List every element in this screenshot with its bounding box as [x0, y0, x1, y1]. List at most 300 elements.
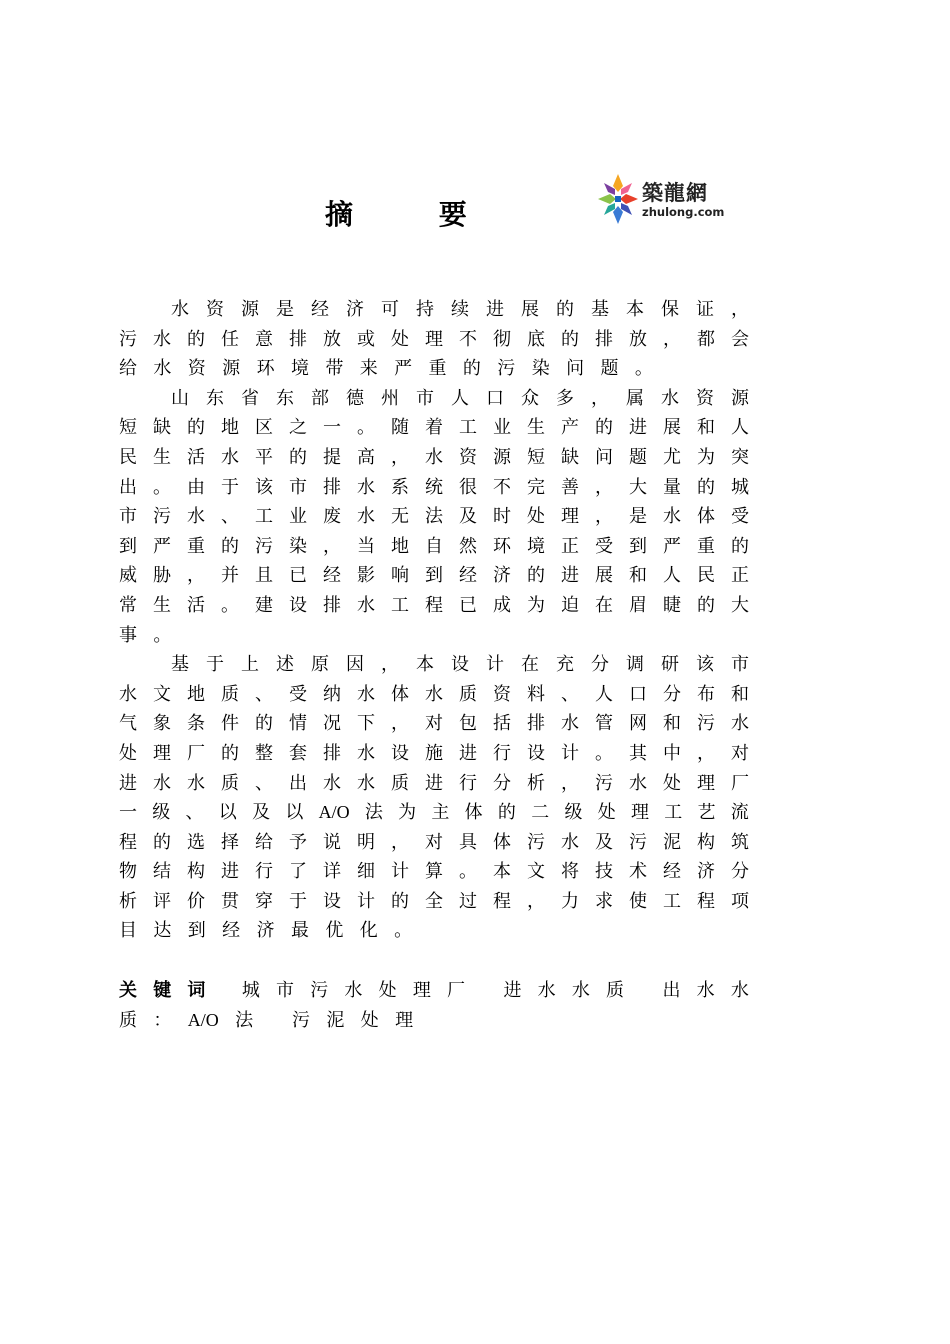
text-glyph: 重: [697, 535, 715, 557]
text-glyph: 州: [381, 387, 399, 409]
text-glyph: 及: [459, 506, 477, 528]
text-glyph: 理: [697, 772, 715, 794]
text-glyph: 境: [290, 358, 309, 380]
text-glyph: 优: [325, 920, 344, 942]
text-glyph: 受: [289, 683, 307, 705]
text-glyph: 排: [323, 742, 341, 764]
text-glyph: 基: [591, 299, 609, 320]
text-line: [119, 473, 749, 503]
text-glyph: 、: [561, 683, 579, 705]
text-glyph: 水: [357, 594, 375, 616]
text-glyph: 物: [119, 861, 137, 883]
text-glyph: 行: [255, 861, 273, 883]
text-line: [119, 887, 749, 917]
text-glyph: 水: [425, 683, 443, 705]
text-glyph: 经: [663, 861, 681, 883]
text-glyph: 构: [697, 831, 715, 853]
text-glyph: 析: [527, 772, 545, 794]
text-glyph: 省: [241, 387, 259, 409]
text-glyph: 工: [664, 802, 683, 824]
text-glyph: 处: [527, 506, 545, 528]
text-glyph: 多: [556, 387, 574, 409]
text-glyph: 污: [310, 980, 329, 1001]
text-glyph: 予: [289, 831, 307, 853]
text-glyph: 分: [493, 772, 511, 794]
text-glyph: 产: [561, 417, 579, 439]
text-glyph: A/O: [318, 802, 350, 823]
text-glyph: 人: [595, 683, 613, 705]
text-glyph: 重: [187, 535, 205, 557]
text-glyph: 质: [459, 683, 477, 705]
text-glyph: 区: [255, 417, 273, 439]
text-glyph: 部: [311, 387, 329, 409]
text-glyph: 细: [357, 861, 375, 883]
text-glyph: ，: [591, 387, 609, 409]
text-glyph: 的: [697, 476, 715, 498]
text-glyph: 的: [527, 565, 545, 587]
text-glyph: 威: [119, 565, 137, 587]
text-glyph: 况: [323, 713, 341, 735]
text-glyph: 是: [629, 506, 647, 528]
text-glyph: 市: [416, 387, 434, 409]
text-glyph: 水: [153, 772, 171, 794]
text-glyph: 然: [459, 535, 477, 557]
text-glyph: 件: [221, 713, 239, 735]
text-glyph: 包: [459, 713, 477, 735]
text-glyph: 分: [663, 683, 681, 705]
text-glyph: 污: [153, 506, 171, 528]
text-glyph: 厂: [187, 742, 205, 764]
text-glyph: 东: [276, 387, 294, 409]
text-glyph: 工: [391, 594, 409, 616]
text-glyph: 统: [425, 476, 443, 498]
text-glyph: 济: [493, 565, 511, 587]
keywords-section: [119, 976, 749, 1035]
text-glyph: 于: [289, 890, 307, 912]
text-glyph: ，: [187, 565, 205, 587]
text-glyph: 贯: [221, 890, 239, 912]
text-line: [119, 384, 749, 414]
text-glyph: 水: [425, 446, 443, 468]
text-glyph: 基: [171, 654, 189, 676]
text-glyph: 的: [391, 890, 409, 912]
keyword-gap: [222, 976, 226, 1006]
text-glyph: 择: [221, 831, 239, 853]
text-glyph: 求: [595, 890, 613, 912]
text-glyph: 因: [346, 654, 364, 676]
text-glyph: 污: [629, 831, 647, 853]
text-line: [119, 650, 749, 680]
text-glyph: 处: [119, 742, 137, 764]
text-glyph: 流: [730, 802, 749, 824]
text-glyph: 济: [346, 299, 364, 320]
text-glyph: 提: [323, 446, 341, 468]
text-glyph: 原: [311, 654, 329, 676]
text-glyph: 处: [391, 328, 409, 350]
text-glyph: 业: [493, 417, 511, 439]
text-glyph: 的: [187, 417, 205, 439]
text-glyph: 目: [119, 920, 137, 942]
text-glyph: 该: [696, 654, 714, 676]
text-glyph: 级: [152, 802, 171, 824]
text-glyph: 可: [381, 299, 399, 320]
text-glyph: 到: [187, 920, 206, 942]
text-glyph: 人: [731, 417, 749, 439]
text-glyph: 口: [486, 387, 504, 409]
text-glyph: 法: [364, 802, 383, 824]
text-glyph: ，: [391, 831, 409, 853]
text-glyph: 的: [255, 713, 273, 735]
text-glyph: 或: [357, 328, 375, 350]
text-glyph: 进: [221, 861, 239, 883]
text-glyph: 行: [459, 772, 477, 794]
text-glyph: 很: [459, 476, 477, 498]
text-glyph: ，: [323, 535, 341, 557]
text-glyph: 到: [629, 535, 647, 557]
text-glyph: 及: [252, 802, 271, 824]
text-glyph: 展: [595, 565, 613, 587]
text-glyph: 法: [425, 506, 443, 528]
text-glyph: 程: [697, 890, 715, 912]
text-glyph: 进: [486, 299, 504, 320]
text-glyph: 对: [731, 742, 749, 764]
text-glyph: 文: [527, 861, 545, 883]
text-glyph: 地: [221, 417, 239, 439]
text-glyph: 水: [629, 772, 647, 794]
text-glyph: 排: [595, 328, 613, 350]
text-glyph: 环: [493, 535, 511, 557]
text-glyph: 民: [119, 446, 137, 468]
text-glyph: 污: [119, 328, 137, 350]
text-glyph: 计: [357, 890, 375, 912]
text-glyph: 经: [459, 565, 477, 587]
keyword-label-char: 词: [187, 980, 206, 1001]
text-glyph: 的: [153, 831, 171, 853]
text-glyph: ，: [391, 713, 409, 735]
text-glyph: 为: [398, 802, 417, 824]
text-glyph: 人: [663, 565, 681, 587]
text-glyph: 分: [731, 861, 749, 883]
text-glyph: ，: [663, 328, 681, 350]
text-glyph: 排: [527, 713, 545, 735]
text-glyph: 由: [187, 476, 205, 498]
text-glyph: ：: [153, 1009, 172, 1031]
text-glyph: 质: [119, 1009, 137, 1031]
text-glyph: 时: [493, 506, 511, 528]
text-glyph: 了: [289, 861, 307, 883]
text-glyph: 生: [153, 446, 171, 468]
text-glyph: 详: [323, 861, 341, 883]
text-glyph: 不: [459, 328, 477, 350]
text-glyph: 达: [153, 920, 172, 942]
text-glyph: 德: [346, 387, 364, 409]
text-glyph: 水: [357, 506, 375, 528]
text-glyph: 本: [626, 299, 644, 320]
text-glyph: 污: [255, 535, 273, 557]
text-glyph: 水: [661, 387, 679, 409]
text-glyph: 济: [256, 920, 275, 942]
text-glyph: 是: [276, 299, 294, 320]
text-glyph: 随: [391, 417, 409, 439]
text-glyph: 平: [255, 446, 273, 468]
text-line: [119, 769, 749, 799]
text-glyph: 全: [425, 890, 443, 912]
keywords-line-2: [119, 1006, 749, 1036]
text-glyph: 正: [731, 565, 749, 587]
text-glyph: 活: [187, 594, 205, 616]
text-glyph: ，: [731, 299, 749, 320]
text-glyph: 的: [731, 535, 749, 557]
text-glyph: 常: [119, 594, 137, 616]
text-line: [119, 295, 749, 325]
text-glyph: 本: [416, 654, 434, 676]
keywords-line-1: [119, 976, 749, 1006]
text-glyph: 已: [289, 565, 307, 587]
text-glyph: 受: [595, 535, 613, 557]
text-glyph: 经: [222, 920, 241, 942]
text-glyph: 程: [425, 594, 443, 616]
text-glyph: 经: [323, 565, 341, 587]
text-glyph: 穿: [255, 890, 273, 912]
text-glyph: 水: [221, 446, 239, 468]
text-glyph: 事: [119, 624, 137, 646]
text-glyph: 以: [218, 802, 237, 824]
text-glyph: 且: [255, 565, 273, 587]
text-glyph: 该: [255, 476, 273, 498]
text-glyph: 技: [595, 861, 613, 883]
text-glyph: 的: [697, 594, 715, 616]
text-glyph: 。: [153, 624, 172, 646]
text-glyph: 市: [731, 654, 749, 676]
text-glyph: 的: [595, 417, 613, 439]
text-glyph: 短: [527, 446, 545, 468]
text-glyph: 下: [357, 713, 375, 735]
text-glyph: 突: [731, 446, 749, 468]
text-glyph: 和: [697, 417, 715, 439]
text-glyph: 当: [357, 535, 375, 557]
text-glyph: 具: [459, 831, 477, 853]
text-glyph: 调: [626, 654, 644, 676]
text-glyph: 将: [561, 861, 579, 883]
text-glyph: 意: [255, 328, 273, 350]
text-glyph: 排: [323, 594, 341, 616]
text-glyph: 尤: [663, 446, 681, 468]
text-glyph: 气: [119, 713, 137, 735]
text-glyph: 睫: [663, 594, 681, 616]
text-glyph: 术: [629, 861, 647, 883]
text-glyph: 设: [451, 654, 469, 676]
text-glyph: 和: [731, 683, 749, 705]
text-glyph: 。: [595, 742, 613, 764]
page-title: 摘 要: [325, 198, 505, 231]
text-glyph: 问: [595, 446, 613, 468]
text-glyph: 设: [289, 594, 307, 616]
text-glyph: 到: [119, 535, 137, 557]
text-glyph: 响: [391, 565, 409, 587]
text-glyph: 来: [359, 358, 378, 380]
text-glyph: 价: [187, 890, 205, 912]
text-glyph: 活: [187, 446, 205, 468]
text-glyph: 处: [663, 772, 681, 794]
text-glyph: 进: [561, 565, 579, 587]
text-line: [119, 916, 749, 946]
word-gap: [481, 976, 487, 1006]
text-glyph: 持: [416, 299, 434, 320]
text-glyph: 资: [187, 358, 206, 380]
text-glyph: 染: [531, 358, 550, 380]
text-line: [119, 591, 749, 621]
text-glyph: 排: [289, 328, 307, 350]
keyword-label-char: 键: [153, 980, 172, 1001]
text-glyph: 网: [629, 713, 647, 735]
text-glyph: ，: [527, 890, 545, 912]
text-glyph: 进: [119, 772, 137, 794]
text-glyph: 展: [521, 299, 539, 320]
text-glyph: 严: [153, 535, 171, 557]
text-glyph: 无: [391, 506, 409, 528]
text-glyph: 大: [629, 476, 647, 498]
text-glyph: 对: [425, 831, 443, 853]
text-glyph: 括: [493, 713, 511, 735]
text-glyph: 说: [323, 831, 341, 853]
zhulong-logo-mark-icon: [596, 172, 640, 226]
text-glyph: 水: [171, 299, 189, 320]
text-glyph: 理: [412, 980, 431, 1001]
text-glyph: 水: [730, 980, 749, 1001]
text-glyph: 充: [556, 654, 574, 676]
text-line: [119, 828, 749, 858]
text-glyph: 排: [323, 476, 341, 498]
text-glyph: 水: [561, 713, 579, 735]
text-glyph: 计: [486, 654, 504, 676]
text-glyph: 正: [561, 535, 579, 557]
text-glyph: 料: [527, 683, 545, 705]
text-glyph: 胁: [153, 565, 171, 587]
word-gap: [640, 976, 646, 1006]
text-glyph: 污: [497, 358, 516, 380]
text-glyph: 。: [153, 476, 171, 498]
text-glyph: 迫: [561, 594, 579, 616]
text-glyph: 艺: [697, 802, 716, 824]
text-glyph: 眉: [629, 594, 647, 616]
text-glyph: 为: [527, 594, 545, 616]
text-glyph: 的: [221, 535, 239, 557]
text-line: [119, 621, 749, 651]
text-glyph: 于: [206, 654, 224, 676]
text-glyph: 的: [561, 328, 579, 350]
text-glyph: 属: [626, 387, 644, 409]
text-glyph: 山: [171, 387, 189, 409]
text-glyph: 带: [325, 358, 344, 380]
text-glyph: 水: [187, 506, 205, 528]
text-glyph: 水: [571, 980, 590, 1001]
text-glyph: 述: [276, 654, 294, 676]
text-glyph: 成: [493, 594, 511, 616]
text-glyph: 市: [276, 980, 295, 1001]
text-glyph: 本: [493, 861, 511, 883]
text-glyph: 其: [629, 742, 647, 764]
text-glyph: 泥: [326, 1009, 345, 1031]
text-glyph: 生: [527, 417, 545, 439]
text-glyph: 之: [289, 417, 307, 439]
text-glyph: 。: [459, 861, 477, 883]
text-glyph: 理: [153, 742, 171, 764]
text-glyph: 进: [425, 772, 443, 794]
text-glyph: 、: [221, 506, 239, 528]
text-glyph: A/O: [187, 1009, 219, 1030]
text-glyph: 主: [431, 802, 450, 824]
text-glyph: 自: [425, 535, 443, 557]
text-glyph: 算: [425, 861, 443, 883]
text-glyph: 口: [629, 683, 647, 705]
text-glyph: 泥: [663, 831, 681, 853]
text-glyph: 水: [153, 328, 171, 350]
text-glyph: 境: [527, 535, 545, 557]
text-glyph: 上: [241, 654, 259, 676]
text-glyph: 的: [187, 328, 205, 350]
text-glyph: 研: [661, 654, 679, 676]
text-glyph: 受: [731, 506, 749, 528]
text-glyph: 的: [556, 299, 574, 320]
logo-chinese-name: 築龍網: [642, 181, 708, 205]
text-glyph: 出: [119, 476, 137, 498]
text-glyph: 重: [428, 358, 447, 380]
text-glyph: 评: [153, 890, 171, 912]
text-glyph: 水: [357, 683, 375, 705]
paragraph-1: [119, 295, 749, 384]
text-glyph: 人: [451, 387, 469, 409]
text-glyph: 的: [289, 446, 307, 468]
text-glyph: 厂: [731, 772, 749, 794]
text-glyph: 题: [600, 358, 619, 380]
text-glyph: 和: [629, 565, 647, 587]
text-glyph: 设: [527, 742, 545, 764]
text-glyph: 源: [493, 446, 511, 468]
text-glyph: ，: [697, 742, 715, 764]
text-glyph: 水: [357, 476, 375, 498]
text-glyph: 建: [255, 594, 273, 616]
text-glyph: 和: [663, 713, 681, 735]
text-glyph: 过: [459, 890, 477, 912]
text-glyph: 对: [425, 713, 443, 735]
text-glyph: 任: [221, 328, 239, 350]
text-glyph: 资: [493, 683, 511, 705]
text-glyph: 水: [537, 980, 556, 1001]
text-glyph: 的: [462, 358, 481, 380]
text-glyph: 质: [221, 683, 239, 705]
text-glyph: ，: [381, 654, 399, 676]
text-glyph: 放: [629, 328, 647, 350]
text-line: [119, 502, 749, 532]
text-glyph: 、: [185, 802, 204, 824]
text-glyph: 在: [521, 654, 539, 676]
text-glyph: 水: [663, 506, 681, 528]
text-glyph: 质: [391, 772, 409, 794]
text-glyph: 工: [459, 417, 477, 439]
text-glyph: 量: [663, 476, 681, 498]
text-glyph: 济: [697, 861, 715, 883]
text-glyph: 环: [256, 358, 275, 380]
text-glyph: 理: [630, 802, 649, 824]
text-glyph: 严: [663, 535, 681, 557]
text-glyph: 进: [629, 417, 647, 439]
text-glyph: 续: [451, 299, 469, 320]
text-glyph: 一: [119, 802, 137, 824]
text-glyph: 的: [221, 742, 239, 764]
text-glyph: 地: [391, 535, 409, 557]
text-glyph: 到: [425, 565, 443, 587]
text-glyph: 污: [291, 1009, 310, 1031]
